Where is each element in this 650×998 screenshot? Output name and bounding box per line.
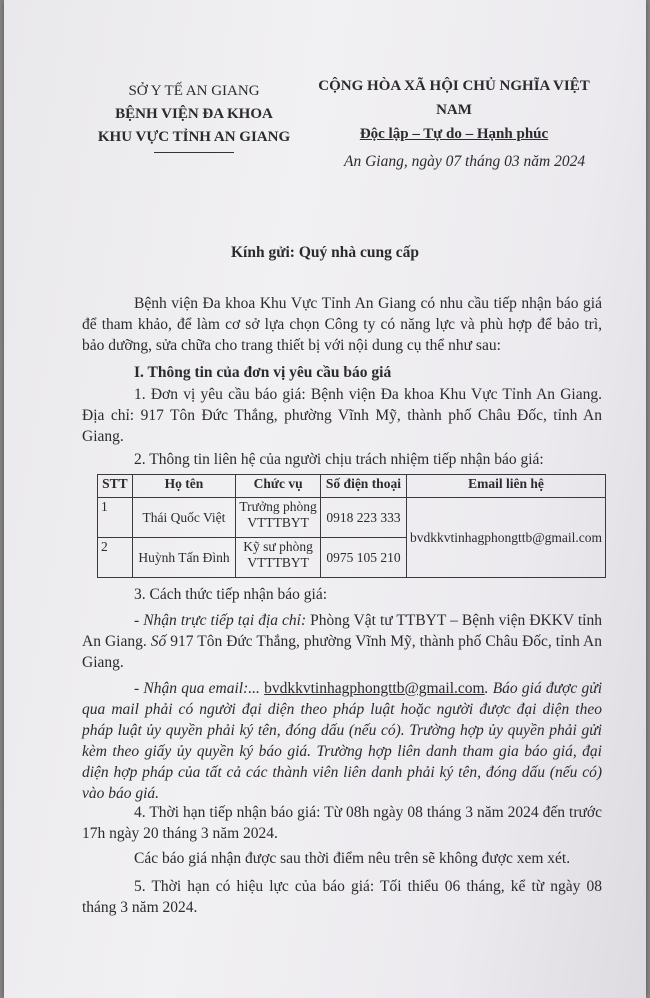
table-header-row <box>98 475 606 498</box>
direct-receipt-paragraph <box>82 610 602 673</box>
item-1-requesting-unit: 1. Đơn vị yêu cầu báo giá: Bệnh viện Đa khoa Khu Vực Tỉnh An Giang. Địa chỉ: 917 Tôn Đức Thắng, phường Vĩnh Mỹ, thành phố Châu Đốc, tỉnh An Giang. <box>82 386 602 445</box>
row-role: Kỹ sư phòng VTTTBYT <box>236 538 321 578</box>
issuer-hospital-name: BỆNH VIỆN ĐA KHOA <box>115 106 273 122</box>
row-phone: 0918 223 333 <box>320 498 406 538</box>
row-name: Thái Quốc Việt <box>132 498 236 538</box>
direct-receipt-address: 917 Tôn Đức Thắng, phường Vĩnh Mỹ, thành phố Châu Đốc, tỉnh An Giang. <box>82 633 603 671</box>
row-name: Huỳnh Tấn Đình <box>132 538 236 578</box>
col-header-role: Chức vụ <box>236 475 321 498</box>
direct-receipt-label: - Nhận trực tiếp tại địa chỉ: <box>134 612 307 629</box>
issuer-department: SỞ Y TẾ AN GIANG <box>128 83 260 99</box>
late-submission-note: Các báo giá nhận được sau thời điểm nêu trên sẽ không được xem xét. <box>134 850 571 867</box>
direct-receipt-so: Số <box>150 633 167 650</box>
col-header-name: Họ tên <box>132 475 236 498</box>
row-role: Trưởng phòng VTTTBYT <box>236 498 321 538</box>
national-title: CỘNG HÒA XÃ HỘI CHỦ NGHĨA VIỆT NAM <box>318 78 590 118</box>
greeting: Kính gửi: Quý nhà cung cấp <box>230 244 420 261</box>
item-5-validity: 5. Thời hạn có hiệu lực của báo giá: Tối thiểu 06 tháng, kể từ ngày 08 tháng 3 năm 2024. <box>82 878 602 916</box>
email-link[interactable]: bvdkkvtinhagphongttb@gmail.com <box>264 680 485 697</box>
national-header <box>304 74 604 146</box>
col-header-phone: Số điện thoại <box>320 475 406 498</box>
document-page <box>4 0 646 998</box>
national-motto: Độc lập – Tự do – Hạnh phúc <box>359 126 549 142</box>
contact-table <box>97 474 606 578</box>
col-header-stt: STT <box>98 475 133 498</box>
row-email: bvdkkvtinhagphongttb@gmail.com <box>406 498 605 578</box>
table-row <box>98 498 606 538</box>
item-4-deadline: 4. Thời hạn tiếp nhận báo giá: Từ 08h ngày 08 tháng 3 năm 2024 đến trước 17h ngày 20 tháng 3 năm 2024. <box>82 804 602 842</box>
section-1-heading: I. Thông tin của đơn vị yêu cầu báo giá <box>134 364 392 381</box>
row-stt: 1 <box>98 498 133 538</box>
issuer-header <box>74 80 314 153</box>
email-receipt-note: . Báo giá được gửi qua mail phải có người đại diện theo pháp luật hoặc người được đại diện theo pháp luật ủy quyền phải ký tên, đóng dấu (nếu có). Trường hợp ủy quyền phải gửi kèm theo giấy ủy quyền ký báo giá. Trường hợp liên danh tham gia báo giá, đại diện hợp pháp của tất cả các thành viên liên danh phải ký tên, đóng dấu (nếu có) vào báo giá. <box>82 680 602 802</box>
row-phone: 0975 105 210 <box>320 538 406 578</box>
document-date: An Giang, ngày 07 tháng 03 năm 2024 <box>344 153 586 170</box>
col-header-email: Email liên hệ <box>406 475 605 498</box>
issuer-underline <box>154 152 234 153</box>
row-stt: 2 <box>98 538 133 578</box>
email-receipt-paragraph <box>82 678 602 804</box>
direct-receipt-office: Phòng Vật tư TTBYT – Bệnh viện ĐKKV tỉnh An Giang. <box>82 612 602 650</box>
item-3-receipt-methods: 3. Cách thức tiếp nhận báo giá: <box>134 586 328 603</box>
item-2-contact-intro: 2. Thông tin liên hệ của người chịu trách nhiệm tiếp nhận báo giá: <box>134 451 544 468</box>
email-receipt-label: - Nhận qua email:... <box>134 680 260 697</box>
intro-paragraph: Bệnh viện Đa khoa Khu Vực Tỉnh An Giang có nhu cầu tiếp nhận báo giá để tham khảo, để làm cơ sở lựa chọn Công ty có năng lực và phù hợp để bảo trì, bảo dưỡng, sửa chữa cho trang thiết bị với nội dung cụ thể như sau: <box>82 295 602 354</box>
issuer-hospital-region: KHU VỰC TỈNH AN GIANG <box>97 129 291 145</box>
